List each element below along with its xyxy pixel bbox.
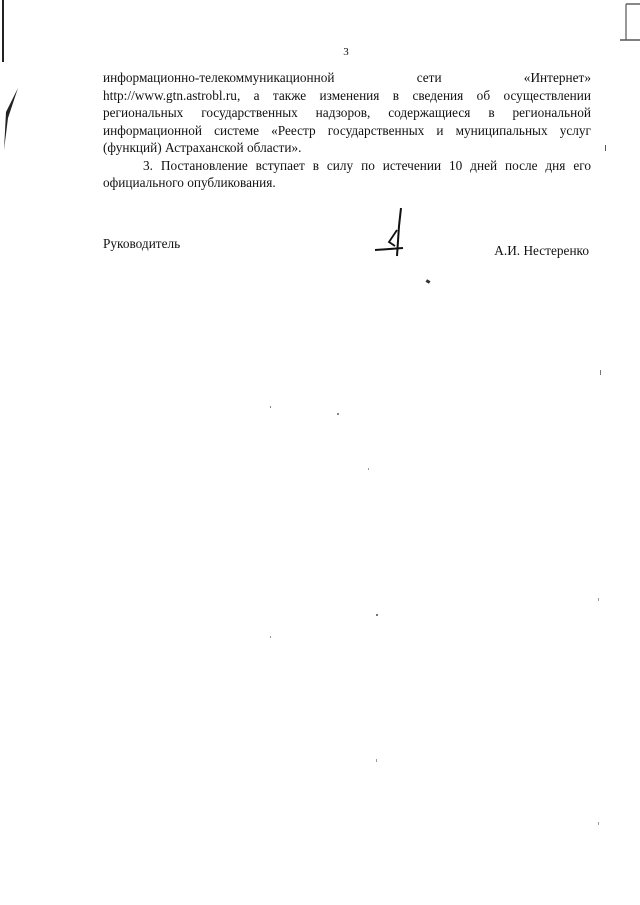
signature-block (103, 236, 591, 266)
paragraph-continuation-line1: информационно-телекоммуникационной сети «Интернет» (103, 70, 591, 85)
page-number: 3 (343, 46, 349, 58)
scan-edge-mark-left (0, 0, 24, 160)
signer-title: Руководитель (103, 236, 181, 251)
document-body (103, 69, 591, 192)
signer-name: А.И. Нестеренко (494, 243, 589, 258)
paragraph-item-3: 3. Постановление вступает в силу по истечении 10 дней после дня его официального опубликования. (103, 157, 591, 190)
paragraph-continuation: http://www.gtn.astrobl.ru, а также изменения в сведения об осуществлении региональных государственных надзоров, содержащиеся в региональной информационной системе «Реестр государственных и муниципальных услуг (функций) Астраханской области». (103, 87, 591, 155)
handwritten-signature (371, 208, 411, 258)
scan-edge-mark-right (614, 0, 640, 48)
